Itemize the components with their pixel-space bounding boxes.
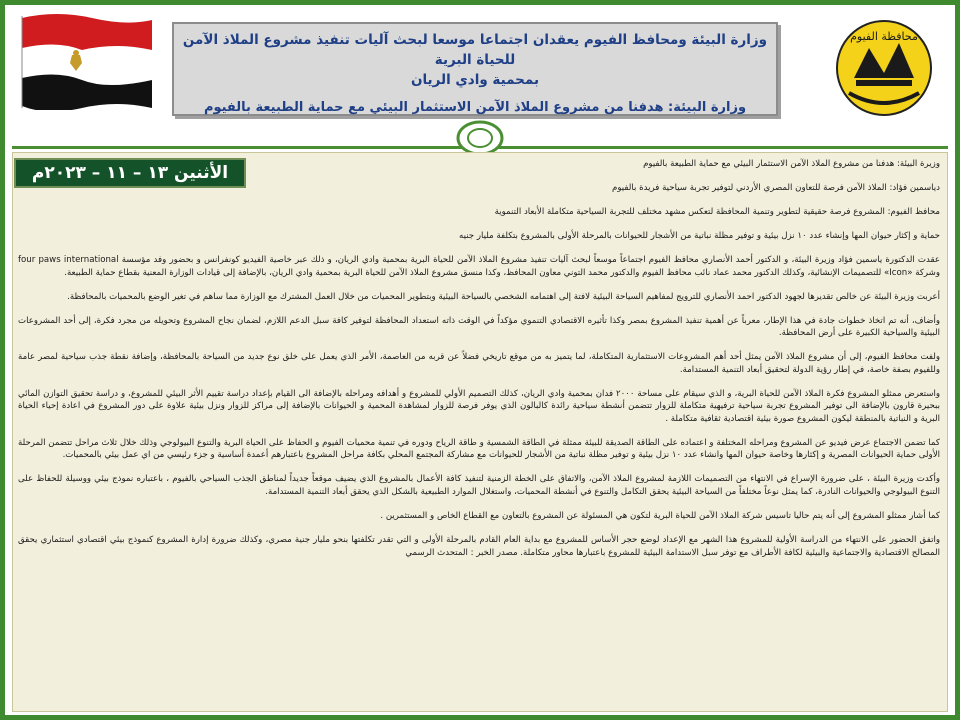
headline-subtitle: وزارة البيئة: هدفنا من مشروع الملاذ الآمن الاستثمار البيئي مع حماية الطبيعة بالفيوم xyxy=(203,100,747,115)
date-banner: الأثنين ١٣ – ١١ – ٢٠٢٣م xyxy=(14,158,246,188)
article-paragraph: محافظ الفيوم: المشروع فرصة حقيقية لتطوير وتنمية المحافظة لتعكس مشهد مختلف للتجربة السياحية متكاملة الأبعاد التنموية xyxy=(494,206,940,217)
headline-line-1: وزارة البيئة ومحافظ الفيوم يعقدان اجتماعا موسعا لبحث آليات تنفيذ مشروع الملاذ الآمن للحياة البرية xyxy=(182,32,768,68)
article-paragraph: وزيرة البيئة: هدفنا من مشروع الملاذ الآمن الاستثمار البيئي مع حماية الطبيعة بالفيوم xyxy=(643,159,940,169)
article-paragraph: حماية و إكثار حيوان المها وإنشاء عدد ١٠ نزل بيئية و توفير مظلة نباتية من الأشجار للحيوانات بالمرحلة الأولى بالمشروع بتكلفة مليار جنيه xyxy=(459,230,940,241)
article-paragraph: عقدت الدكتورة ياسمين فؤاد وزيرة البيئة، و الدكتور أحمد الأنصاري محافظ الفيوم اجتماعاً موسعاً لبحث آليات تنفيذ مشروع الملاذ الآمن للحياة البرية بمحمية وادي الريان، و ذلك عبر خاصية الفيديو كونفرانس و بحضور وفد مؤسسة four paws international وشركة «Icon» للتصميمات الإنشائية، وكذلك الدكتور محمد عماد نائب محافظ الفيوم والدكتور محمد التوني معاون المحافظ، وكذا منسق مشروع الملاذ الآمن للحياة البرية بمحمية وادي الريان، بالإضافة إلى قيادات الوزارة المعنية بقطاع حماية الطبيعة. xyxy=(18,254,940,278)
logo-text: محافظة الفيوم xyxy=(850,30,918,43)
headline-box xyxy=(172,22,778,116)
headline-line-2: بمحمية وادي الريان xyxy=(410,72,540,88)
article-paragraph: واستعرض ممثلو المشروع فكرة الملاذ الآمن للحياة البرية، و الذي سيقام على مساحة ٢٠٠٠ فدان بمحمية وادي الريان، كذلك التصميم الأولي للمشروع و أهدافه ومراحله بالإضافة الى القيام بإعداد دراسة تقييم الأثر البيئي للمشروع، و دراسة تحقيق التوازن المائي ببحيرة قارون بالإضافة الى توفير المشروع تجربة سياحية ترفيهية متكاملة للزوار تتضمن أنشطة سياحية رائدة كالبالون الذي يوفر فرصة للزوار لمشاهدة المحمية و الحيوانات بالإضافة إلى مراكز للزوار ونزل بيئية علاوة على دور المشروع في اعادة إحياء الحياة البرية و النباتية بالمنطقة ليكون المشروع صورة بيئية اقتصادية ثقافية متكاملة . xyxy=(18,388,940,424)
article-body xyxy=(18,158,940,571)
article-paragraph: دياسمين فؤاد: الملاذ الآمن فرصة للتعاون المصري الأردني لتوفير تجربة سياحية فريدة بالفيوم xyxy=(612,182,940,193)
egypt-flag-icon xyxy=(12,10,152,110)
article-paragraph: ولفت محافظ الفيوم، إلى أن مشروع الملاذ الآمن يمثل أحد أهم المشروعات الاستثمارية المتكاملة، لما يتميز به من موقع تاريخي فضلاً عن قربه من العاصمة، الأمر الذي يعمل على خلق نوع جديد من السياحة بالمحافظة، وإضافة نقطة جذب سياحية لمصر عامة وللفيوم بصفة خاصة، في إطار رؤية الدولة لتحقيق أبعاد التنمية المستدامة. xyxy=(18,352,940,375)
article-paragraph: كما تضمن الاجتماع عرض فيديو عن المشروع ومراحله المختلفة و اعتماده على الطاقة الصديقة للبيئة ممثلة في الطاقة الشمسية و طاقة الرياح ودوره في تنمية محميات الفيوم و الحفاظ على الحياة البرية والتنوع البيولوجي وذلك خلال ثلاث مراحل تتضمن المرحلة الأولى حماية الحيوانات المصرية و إكثارها وخاصة حيوان المها وانشاء عدد ١٠ نزل بيئية و توفير مظلة نباتية من الأشجار للحيوانات مع مشاركة المجتمع المحلي بكافة مراحل المشروع باعتبارهم أعمدة أساسية و جزء رئيسي من اي عمل بيئي بالمحميات. xyxy=(18,437,940,461)
article-paragraph: وأكدت وزيرة البيئة ، على ضرورة الإسراع في الانتهاء من التصميمات اللازمة لمشروع الملاذ الآمن، والاتفاق على الخطة الزمنية لتنفيذ كافة الأعمال بالمشروع الذي يضيف موقعاً جديداً لمناطق الجذب السياحي بالفيوم ، باعتباره نموذج بيئي ووسيلة للحفاظ على التنوع البيولوجي والحيوانات النادرة، كما يمثل نوعاً مختلفاً من السياحة البيئية يحقق التكامل والتنوع في أنشطة المحميات، واستغلال الموارد الطبيعية بالشكل الذي يحقق أبعاد التنمية المستدامة. xyxy=(18,474,940,497)
article-paragraph: وأضاف، أنه تم اتخاذ خطوات جادة في هذا الإطار، معرباً عن أهمية تنفيذ المشروع بمصر وكذا تأثيره الاقتصادي التنموي مؤكداً في الوقت ذاته استعداد المحافظة لتوفير كافة سبل الدعم اللازم، لضمان نجاح المشروع وتحويله من مجرد فكرة، إلى أحد المشروعات البيئية والسياحية الكبيرة على أرض المحافظة. xyxy=(18,315,940,339)
article-paragraph: كما أشار ممثلو المشروع إلى أنه يتم حاليا تاسيس شركة الملاذ الآمن للحياة البرية لتكون هي المسئولة عن المشروع بالتعاون مع القطاع الخاص و المستثمرين . xyxy=(380,510,940,521)
article-paragraph: واتفق الحضور على الانتهاء من الدراسة الأولية للمشروع هذا الشهر مع الإعداد لوضع حجر الأساس للمشروع مع بداية العام القادم بالمرحلة الأولى و التي تقدر تكلفتها بنحو مليار جنية مصري، وكذلك ضرورة إدارة المشروع كنموذج بيئي اقتصادي استثماري يحقق المصالح الاقتصادية والاجتماعية والبيئية لكافة الأطراف مع توفر سبل الاستدامة البيئية للمشروع باعتبارها محاور متكاملة. مصدر الخبر : المتحدث الرسمي xyxy=(18,534,940,558)
fayoum-governorate-logo xyxy=(834,18,934,118)
article-paragraph: أعربت وزيرة البيئة عن خالص تقديرها لجهود الدكتور احمد الأنصاري للترويج لمفاهيم السياحة البيئية لافتة إلى اهتمامه الشخصي بالسياحة البيئية وبتطوير المحميات من خلال العمل المشترك مع الوزارة مما ساهم في تغير الوضع بالمحميات بالمحافظة. xyxy=(67,291,940,302)
